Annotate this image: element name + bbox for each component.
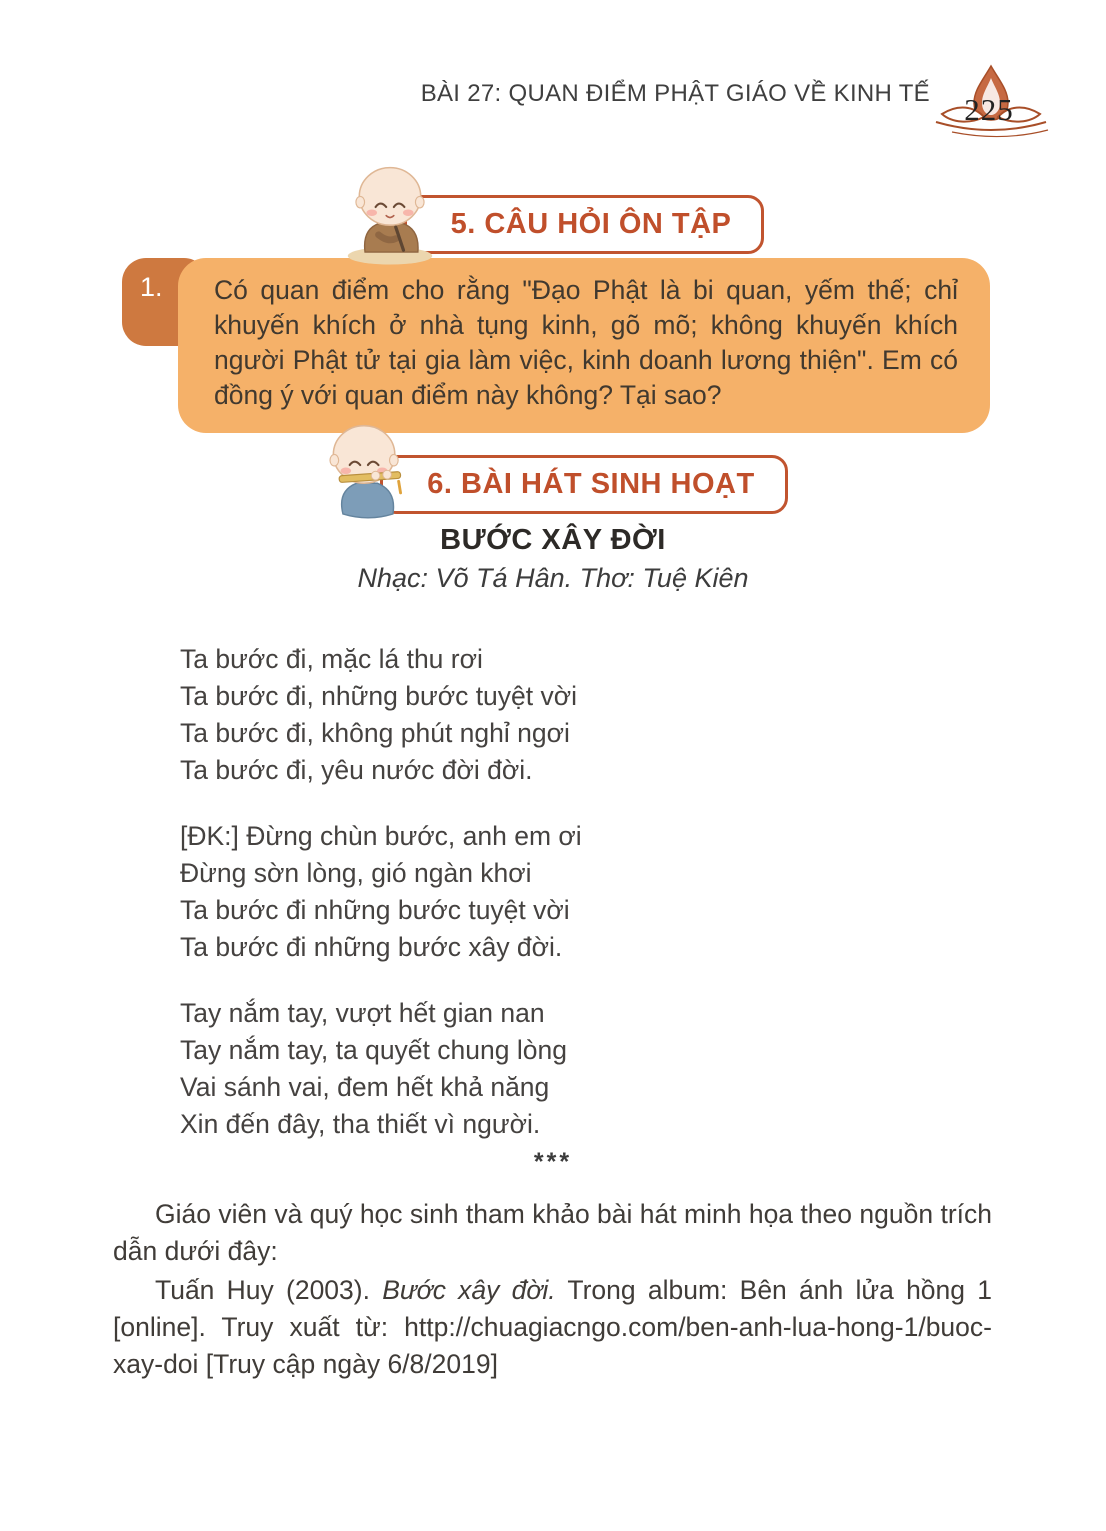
question-number: 1.: [140, 272, 163, 302]
lyric-line: [ĐK:] Đừng chùn bước, anh em ơi: [180, 821, 582, 851]
lyric-line: Ta bước đi, những bước tuyệt vời: [180, 681, 578, 711]
reference-rest: Trong album: Bên ánh lửa hồng 1 [online]. Truy xuất từ: http://chuagiacngo.com/ben-anh-lua-hong-1/buoc-xay-doi [Truy cập ngày 6/8/2019]: [113, 1275, 992, 1379]
teacher-note: Giáo viên và quý học sinh tham khảo bài hát minh họa theo nguồn trích dẫn dưới đây:: [113, 1199, 992, 1266]
page-header: [421, 62, 1050, 140]
lyric-line: Ta bước đi, không phút nghỉ ngơi: [180, 718, 570, 748]
lyric-line: Ta bước đi, yêu nước đời đời.: [180, 755, 533, 785]
section-6-banner: [0, 418, 1106, 526]
section-6-heading: 6. BÀI HÁT SINH HOẠT: [427, 467, 755, 500]
song-lyrics: [180, 641, 582, 1172]
section-6-heading-box: [380, 455, 787, 514]
stanza-1: [180, 641, 582, 789]
lotus-icon: [932, 62, 1050, 140]
lyric-line: Xin đến đây, tha thiết vì người.: [180, 1109, 541, 1139]
lyric-line: Vai sánh vai, đem hết khả năng: [180, 1072, 550, 1102]
page-number: 225: [964, 92, 1014, 127]
section-5-heading: 5. CÂU HỎI ÔN TẬP: [450, 207, 732, 240]
stanza-2: [180, 818, 582, 966]
question-text: Có quan điểm cho rằng "Đạo Phật là bi quan, yếm thế; chỉ khuyến khích ở nhà tụng kinh, gõ mõ; không khuyến khích người Phật tử tại gia làm việc, kinh doanh lương thiện". Em có đồng ý với quan điểm này không? Tại sao?: [214, 275, 958, 410]
section-5-banner: [0, 158, 1106, 266]
lyric-line: Ta bước đi những bước xây đời.: [180, 932, 563, 962]
question-box: [178, 258, 990, 433]
reference-title: Bước xây đời.: [382, 1275, 556, 1305]
question-1: [122, 258, 990, 433]
lyric-line: Tay nắm tay, vượt hết gian nan: [180, 998, 545, 1028]
lyric-line: Ta bước đi những bước tuyệt vời: [180, 895, 570, 925]
chapter-title: BÀI 27: QUAN ĐIỂM PHẬT GIÁO VỀ KINH TẾ: [420, 80, 930, 107]
reference-citation: [113, 1272, 992, 1383]
reference-author: Tuấn Huy (2003).: [155, 1275, 383, 1305]
lyric-line: Tay nắm tay, ta quyết chung lòng: [180, 1035, 567, 1065]
monk-flute-icon: [318, 418, 414, 526]
lyric-line: Đừng sờn lòng, gió ngàn khơi: [180, 858, 532, 888]
stanza-3: [180, 995, 582, 1143]
song-credit: Nhạc: Võ Tá Hân. Thơ: Tuệ Kiên: [357, 563, 749, 593]
section-5-heading-box: [404, 195, 765, 254]
asterisk-divider: ***: [533, 1148, 573, 1176]
song-title: BƯỚC XÂY ĐỜI: [440, 524, 666, 556]
lyric-line: Ta bước đi, mặc lá thu rơi: [180, 644, 483, 674]
monk-writing-icon: [342, 158, 438, 266]
